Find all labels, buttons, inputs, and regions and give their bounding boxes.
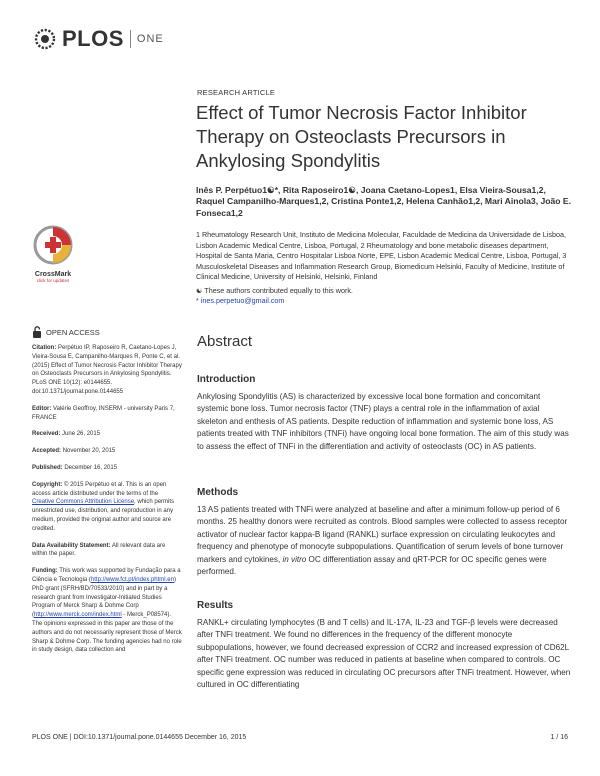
methods-heading: Methods xyxy=(197,487,239,498)
sidebar-metadata xyxy=(32,344,182,663)
logo-divider xyxy=(130,30,131,48)
merck-link[interactable]: http://www.merck.com/index.html xyxy=(34,612,122,619)
introduction-section xyxy=(197,374,571,453)
open-access-label: OPEN ACCESS xyxy=(46,327,100,337)
funding-text-3: - Merck_P08574). The opinions expressed in this paper are those of the authors and do not necessarily represent those of Merck Sharp & Dohme Corp. The funding agencies had no role in study design, data collection and xyxy=(32,612,182,654)
crossmark-label: CrossMark xyxy=(34,271,72,278)
received-date: June 26, 2015 xyxy=(62,431,101,438)
data-availability-text: All relevant data are within the paper. xyxy=(32,542,166,558)
citation-block xyxy=(32,344,182,397)
funding-text-1: This work was supported by Fundação para a Ciência e Tecnologia ( xyxy=(32,568,181,583)
methods-text-2: OC differentiation assay and qRT-PCR for OC specific genes were performed. xyxy=(197,554,547,577)
funding-label: Funding: xyxy=(32,568,58,575)
copyright-text-2: , which permits unrestricted use, distribution, and reproduction in any medium, provided the original author and source are credited. xyxy=(32,499,175,532)
data-availability-block xyxy=(32,542,182,560)
editor-label: Editor: xyxy=(32,405,52,412)
published-date: December 16, 2015 xyxy=(64,464,118,471)
funding-block xyxy=(32,567,182,655)
open-access-badge xyxy=(32,326,100,338)
page-number: 1 / 16 xyxy=(550,734,568,741)
article-type-label: RESEARCH ARTICLE xyxy=(197,88,276,97)
results-text: RANKL+ circulating lymphocytes (B and T cells) and IL-17A, IL-23 and TGF-β levels were decreased after TNFi treatment. We found no differences in the frequency of the different monocyte subpopulations, however, we found decreased expression of CCR2 and increased expression of CD62L after TNFi treatment. OC number was reduced in patients at baseline when compared to controls. OC specific gene expression was reduced in circulating OC precursors after TNFi treatment. However, when cultured in OC differentiating xyxy=(197,618,571,690)
funding-text-2: ) PhD grant (SFRH/BD/70533/2010) and in part by a research grant from Investigator-Initiated Studies Program of Merck Sharp & Dohme Corp ( xyxy=(32,576,176,619)
citation-text: Perpétuo IP, Raposeiro R, Caetano-Lopes J, Vieira-Sousa E, Campanilho-Marques R, Ponte C, et al. (2015) Effect of Tumor Necrosis Factor Inhibitor Therapy on Osteoclasts Precursors in Ankylosing Spondylitis. PLoS ONE 10(12): e0144655. doi:10.1371/journal.pone.0144655 xyxy=(32,345,182,395)
equal-contribution-note: ☯ These authors contributed equally to this work. xyxy=(196,286,353,295)
copyright-label: Copyright: xyxy=(32,481,63,488)
results-heading: Results xyxy=(197,600,234,611)
accepted-date: November 20, 2015 xyxy=(62,448,116,455)
received-block xyxy=(32,430,182,439)
published-block xyxy=(32,464,182,473)
accepted-label: Accepted: xyxy=(32,448,62,455)
methods-text-1: 13 AS patients treated with TNFi were analyzed at baseline and after a minimum follow-up period of 6 months. 25 healthy donors were recruited as controls. Blood samples were collected to assess receptor activator of nuclear factor kappa-B ligand (RANKL) surface expression on circulating leukocytes and frequency and phenotype of monocyte subpopulations. Quantification of serum levels of bone turnover markers and cytokines, xyxy=(197,505,568,564)
crossmark-icon xyxy=(33,225,73,265)
copyright-block xyxy=(32,481,182,534)
journal-name: ONE xyxy=(136,33,164,45)
footer-citation: PLOS ONE | DOI:10.1371/journal.pone.0144655 December 16, 2015 xyxy=(32,734,247,741)
methods-italic: in vitro xyxy=(282,554,307,564)
author-notes xyxy=(196,286,574,306)
methods-text xyxy=(197,504,571,578)
article-title: Effect of Tumor Necrosis Factor Inhibitor Therapy on Osteoclasts Precursors in Ankylosing Spondylitis xyxy=(196,102,527,171)
editor-text: Valérie Geoffroy, INSERM - university Paris 7, FRANCE xyxy=(32,405,175,421)
crossmark-badge[interactable] xyxy=(30,225,76,283)
plos-logo-icon xyxy=(32,26,58,52)
fct-link[interactable]: http://www.fct.pt/index.phtml.en xyxy=(90,576,174,583)
methods-section xyxy=(197,487,571,578)
abstract-heading: Abstract xyxy=(197,333,253,350)
accepted-block xyxy=(32,447,182,456)
crossmark-sub: click for updates xyxy=(36,278,70,283)
plos-one-logo[interactable] xyxy=(32,26,164,52)
citation-label: Citation: xyxy=(32,345,57,351)
introduction-text: Ankylosing Spondylitis (AS) is characterized by excessive local bone formation and concomitant systemic bone loss. Tumor necrosis factor (TNF) plays a central role in the inflammation of axial skeleton and enthesis of AS patients. Despite reduction of inflammation and systemic bone loss, AS patients treated with TNF inhibitors (TNFi) have ongoing local bone formation. The aim of this study was to assess the effect of TNFi in the differentiation and activity of osteoclasts (OC) in AS patients. xyxy=(197,392,569,451)
published-label: Published: xyxy=(32,464,63,471)
introduction-heading: Introduction xyxy=(197,374,256,385)
received-label: Received: xyxy=(32,431,61,438)
results-section xyxy=(197,600,571,691)
author-list xyxy=(196,185,574,219)
license-link[interactable]: Creative Commons Attribution License xyxy=(32,499,135,506)
data-availability-label: Data Availability Statement: xyxy=(32,542,111,549)
corresponding-email[interactable]: * ines.perpetuo@gmail.com xyxy=(196,296,285,305)
editor-block xyxy=(32,405,182,423)
authors-text: Inês P. Perpétuo1☯*, Rita Raposeiro1☯, Joana Caetano-Lopes1, Elsa Vieira-Sousa1,2, Raquel Campanilho-Marques1,2, Cristina Ponte1,2, Helena Canhão1,2, Mari Ainola3, João E. Fonseca1,2 xyxy=(196,185,572,218)
copyright-text-1: © 2015 Perpétuo et al. This is an open access article distributed under the terms of the xyxy=(32,481,167,497)
open-lock-icon xyxy=(32,326,42,338)
page-footer xyxy=(32,734,568,741)
brand-name: PLOS xyxy=(62,26,124,51)
affiliations: 1 Rheumatology Research Unit, Instituto de Medicina Molecular, Faculdade de Medicina da Universidade de Lisboa, Lisbon Academic Medical Centre, Lisboa, Portugal, 2 Rheumatology and bone metabolic diseases department, Hospital de Santa Maria, Centro Hospitalar Lisboa Norte, EPE, Lisbon Academic Medical Centre, Lisboa, Portugal, 3 Musculoskeletal Diseases and Inflammation Research Group, Biomedicum Helsinki, Faculty of Medicine, Institute of Clinical Medicine, University of Helsinki, Helsinki, Finland xyxy=(196,230,567,281)
